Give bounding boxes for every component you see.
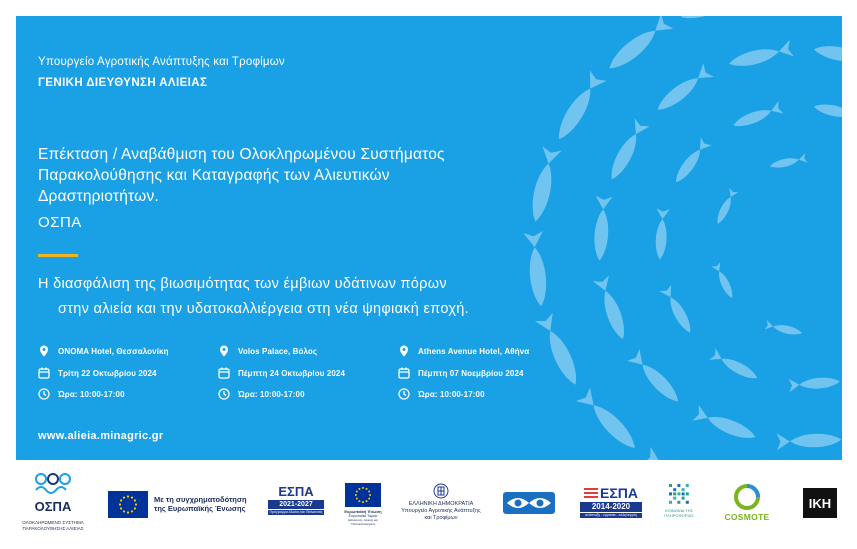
- fish-shape: [678, 16, 755, 26]
- fish-shape: [711, 262, 736, 300]
- grid-dot: [682, 488, 685, 491]
- event-time: Ώρα: 10:00-17:00: [58, 389, 125, 399]
- project-title: [38, 144, 558, 207]
- eu-flag-icon: [345, 483, 381, 507]
- event-time-row: [398, 387, 485, 401]
- eu-star: [135, 503, 137, 505]
- ministry-name: Υπουργείο Αγροτικής Ανάπτυξης και Τροφίμων: [38, 56, 285, 68]
- eu-star: [120, 499, 122, 501]
- event-venue: Volos Palace, Βόλος: [238, 346, 318, 356]
- eu-star: [127, 495, 129, 497]
- ospa-logo-subtitle: ΠΑΡΑΚΟΛΟΥΘΗΣΗΣ ΑΛΙΕΙΑΣ: [22, 525, 84, 531]
- eu-star: [127, 511, 129, 513]
- eu-fund-line: Ευρωπαϊκή Ένωση: [344, 509, 382, 514]
- fish-shape: [627, 349, 684, 407]
- fish-eyes-icon: [503, 492, 555, 514]
- cosmote-name: COSMOTE: [724, 512, 770, 522]
- fish-shape: [604, 118, 650, 183]
- ospa-logo-subtitle: ΟΛΟΚΛΗΡΩΜΕΝΟ ΣΥΣΤΗΜΑ: [22, 520, 84, 525]
- event-time-row: [38, 387, 125, 401]
- event-time: Ώρα: 10:00-17:00: [418, 389, 485, 399]
- ospa-logo-name: ΟΣΠΑ: [34, 499, 72, 514]
- location-pin-icon: [38, 345, 50, 357]
- clock-icon: [398, 388, 410, 400]
- espa-2014-subtitle: ανάπτυξη - εργασία - αλληλεγγύη: [580, 513, 642, 518]
- ospa-emblem-icon: [22, 470, 84, 498]
- grid-dot: [686, 484, 689, 487]
- eu-star: [120, 507, 122, 509]
- eu-fund-logo: [341, 483, 385, 526]
- event-venue-row: [218, 344, 317, 358]
- fish-shape: [731, 101, 783, 132]
- fish-shape: [692, 405, 758, 445]
- event-date-row: [398, 366, 524, 380]
- event-venue-row: [38, 344, 169, 358]
- eu-cofunding-line: της Ευρωπαϊκής Ένωσης: [154, 504, 246, 513]
- eu-star: [119, 503, 121, 505]
- espa-2014-logo: [580, 485, 642, 525]
- tagline-line: Η διασφάλιση της βιωσιμότητας των έμβιων υδάτινων πόρων: [38, 276, 447, 292]
- hellenic-republic-line: ΕΛΛΗΝΙΚΗ ΔΗΜΟΚΡΑΤΙΑ: [408, 501, 474, 507]
- eu-star: [356, 490, 358, 492]
- espa-stripes-icon: [584, 487, 598, 499]
- grid-dot: [686, 501, 689, 504]
- event-date-row: [38, 366, 157, 380]
- eu-star: [134, 499, 136, 501]
- event-time-row: [218, 387, 305, 401]
- grid-dot: [677, 484, 680, 487]
- project-acronym: ΟΣΠΑ: [38, 214, 82, 231]
- event-banner: [16, 16, 842, 460]
- eu-star: [368, 490, 370, 492]
- eu-cofunding-line: Με τη συγχρηματοδότηση: [154, 495, 247, 504]
- eu-star: [123, 510, 125, 512]
- accent-divider: [38, 254, 78, 257]
- event-venue-row: [398, 344, 529, 358]
- event-date: Τρίτη 22 Οκτωβρίου 2024: [58, 368, 157, 378]
- project-title-line: Δραστηριοτήτων.: [38, 188, 159, 205]
- grid-dot: [669, 501, 672, 504]
- fish-shape: [659, 285, 696, 336]
- fish-shape: [576, 387, 642, 455]
- grid-dot: [673, 488, 676, 491]
- fish-shape: [709, 348, 760, 384]
- event-venue: Athens Avenue Hotel, Αθήνα: [418, 346, 530, 356]
- eu-star: [131, 510, 133, 512]
- espa-2021-subtitle: Πρόγραμμα Αλιείας και Θάλασσας: [269, 510, 323, 514]
- calendar-icon: [398, 367, 410, 379]
- espa-2021-name: ΕΣΠΑ: [278, 484, 314, 499]
- espa-2014-header: [580, 485, 642, 501]
- eu-star: [123, 496, 125, 498]
- fish-shape: [551, 70, 607, 144]
- grid-dot: [669, 484, 672, 487]
- project-title-line: Επέκταση / Αναβάθμιση του Ολοκληρωμένου Συστήματος: [38, 146, 445, 163]
- fish-shape: [812, 41, 842, 69]
- eu-star: [358, 500, 360, 502]
- ikh-logo: [803, 488, 837, 518]
- clock-icon: [218, 388, 230, 400]
- espa-2021-years: 2021-2027: [268, 500, 324, 509]
- eu-cofunding-text: [154, 495, 247, 513]
- directorate-name: ΓΕΝΙΚΗ ΔΙΕΥΘΥΝΣΗ ΑΛΙΕΙΑΣ: [38, 77, 208, 89]
- grid-dot: [673, 492, 676, 495]
- eu-cofunding-logo: [108, 489, 258, 519]
- espa-2021-logo: [266, 485, 326, 521]
- fish-shape: [603, 16, 673, 76]
- cosmote-logo: [720, 484, 774, 528]
- eu-star: [131, 496, 133, 498]
- fish-shape: [812, 100, 842, 124]
- eu-star: [366, 488, 368, 490]
- koinonia-line: ΠΛΗΡΟΦΟΡΙΑΣ: [664, 513, 694, 518]
- tagline: [38, 272, 558, 322]
- event-time: Ώρα: 10:00-17:00: [238, 389, 305, 399]
- grid-dot: [673, 497, 676, 500]
- hellenic-republic-line: και Τροφίμων: [424, 515, 458, 521]
- fish-shape: [535, 313, 585, 389]
- fish-shape: [671, 137, 712, 186]
- eu-star: [134, 507, 136, 509]
- grid-dot: [682, 492, 685, 495]
- eu-star: [356, 498, 358, 500]
- fish-shape: [652, 63, 713, 116]
- dots-grid-icon: [668, 483, 690, 505]
- cosmote-swirl-icon: [734, 484, 760, 510]
- calendar-icon: [218, 367, 230, 379]
- grid-dot: [682, 497, 685, 500]
- eu-flag-icon: [108, 491, 148, 518]
- fish-shape: [642, 447, 718, 460]
- eu-star: [362, 501, 364, 503]
- eu-fund-line: Ευρωπαϊκό Ταμείο: [348, 514, 378, 518]
- eu-fund-line: Θάλασσας, Αλιείας και Υδατοκαλλιέργειας: [348, 518, 378, 526]
- fish-shape: [713, 188, 738, 226]
- calendar-icon: [38, 367, 50, 379]
- koinonia-pliroforias-logo: [658, 483, 700, 527]
- ospa-logo: [22, 470, 84, 540]
- espa-2014-years: 2014-2020: [580, 502, 642, 512]
- eu-star: [369, 494, 371, 496]
- hellenic-republic-line: Υπουργείο Αγροτικής Ανάπτυξης: [401, 508, 481, 514]
- eu-star: [355, 494, 357, 496]
- fish-shape: [788, 375, 840, 392]
- koinonia-line: ΚΟΙΝΩΝΙΑ ΤΗΣ: [665, 508, 693, 513]
- fish-shape: [593, 275, 631, 342]
- fisheries-fund-logo: [503, 492, 555, 514]
- eu-star: [366, 500, 368, 502]
- location-pin-icon: [218, 345, 230, 357]
- espa-2014-name: ΕΣΠΑ: [600, 485, 638, 501]
- fish-shape: [653, 208, 670, 260]
- eu-star: [362, 487, 364, 489]
- grid-dot: [677, 501, 680, 504]
- event-date: Πέμπτη 07 Νοεμβρίου 2024: [418, 368, 524, 378]
- eu-star: [368, 498, 370, 500]
- event-date: Πέμπτη 24 Οκτωβρίου 2024: [238, 368, 346, 378]
- fish-shape: [776, 431, 841, 450]
- greek-coat-of-arms-icon: [433, 483, 449, 499]
- eu-star: [358, 488, 360, 490]
- event-date-row: [218, 366, 345, 380]
- website-link[interactable]: www.alieia.minagric.gr: [38, 430, 164, 442]
- grid-dot: [677, 492, 680, 495]
- location-pin-icon: [398, 345, 410, 357]
- grid-dot: [686, 492, 689, 495]
- event-venue: ONOMA Hotel, Θεσσαλονίκη: [58, 346, 169, 356]
- clock-icon: [38, 388, 50, 400]
- ikh-name: ΙΚΗ: [808, 495, 832, 511]
- fish-shape: [727, 40, 794, 72]
- grid-dot: [669, 492, 672, 495]
- project-title-line: Παρακολούθησης και Καταγραφής των Αλιευτικών: [38, 167, 390, 184]
- fish-shape: [591, 195, 613, 261]
- tagline-line: στην αλιεία και την υδατοκαλλιέργεια στη νέα ψηφιακή εποχή.: [58, 301, 469, 317]
- fish-shape: [765, 320, 804, 338]
- fish-shape: [769, 153, 808, 171]
- hellenic-republic-logo: [395, 483, 487, 527]
